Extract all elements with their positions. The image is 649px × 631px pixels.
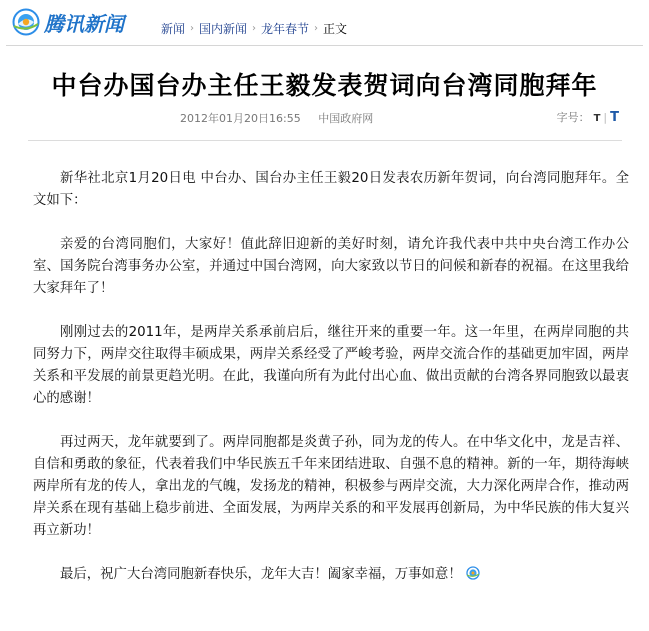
font-size-small-button[interactable]: T [593,113,601,124]
article-paragraph: 亲爱的台湾同胞们，大家好！值此辞旧迎新的美好时刻，请允许我代表中共中央台湾工作办公室、国务院台湾事务办公室，并通过中国台湾网，向大家致以节日的问候和新春的祝福。在这里我给大家拜年了！ [33,237,629,296]
font-size-label: 字号： [556,111,590,124]
article-paragraph: 刚刚过去的2011年，是两岸关系承前启后，继往开来的重要一年。这一年里，在两岸同胞的共同努力下，两岸交往取得丰硕成果，两岸关系经受了严峻考验，两岸交流合作的基础更加牢固，两岸关系和平发展的前景更趋光明。在此，我谨向所有为此付出心血、做出贡献的台湾各界同胞致以最衷心的感谢！ [33,325,629,406]
article-body [33,168,629,608]
meta-divider [28,140,622,141]
article-paragraph: 新华社北京1月20日电 中台办、国台办主任王毅20日发表农历新年贺词，向台湾同胞拜年。全文如下： [33,171,629,208]
article-title: 中台办国台办主任王毅发表贺词向台湾同胞拜年 [51,71,598,100]
tencent-news-logo-icon [12,8,40,36]
tencent-end-mark-icon [466,566,480,580]
article-last-paragraph [33,564,629,586]
breadcrumb-separator: › [190,23,195,34]
font-size-large-button[interactable]: T [610,110,619,125]
font-size-control [557,109,619,125]
font-size-divider: | [603,111,608,124]
breadcrumb [161,20,347,37]
breadcrumb-item-domestic-news[interactable]: 国内新闻 [199,22,248,36]
breadcrumb-item-news[interactable]: 新闻 [161,22,186,36]
header-divider [6,45,643,46]
site-logo[interactable] [12,6,124,38]
article-paragraph: 再过两天，龙年就要到了。两岸同胞都是炎黄子孙，同为龙的传人。在中华文化中，龙是吉祥、自信和勇敢的象征，代表着我们中华民族五千年来团结进取、自强不息的精神。新的一年，期待海峡两岸所有龙的传人，拿出龙的气魄，发扬龙的精神，积极参与两岸交流，大力深化两岸合作，推动两岸关系在现有基础上稳步前进、全面发展，为两岸关系的和平发展再创新局，为中华民族的伟大复兴再立新功！ [33,435,629,538]
article-datetime: 2012年01月20日16:55 [180,112,301,125]
article-source-link[interactable]: 中国政府网 [318,112,374,125]
breadcrumb-current: 正文 [323,22,348,36]
article-meta [180,110,373,126]
logo-text: 腾讯新闻 [44,11,124,36]
breadcrumb-item-dragon-new-year[interactable]: 龙年春节 [261,22,310,36]
article-paragraph-text: 最后，祝广大台湾同胞新春快乐，龙年大吉！阖家幸福，万事如意！ [60,567,462,582]
breadcrumb-separator: › [252,23,257,34]
breadcrumb-separator: › [314,23,319,34]
site-header [0,0,649,44]
